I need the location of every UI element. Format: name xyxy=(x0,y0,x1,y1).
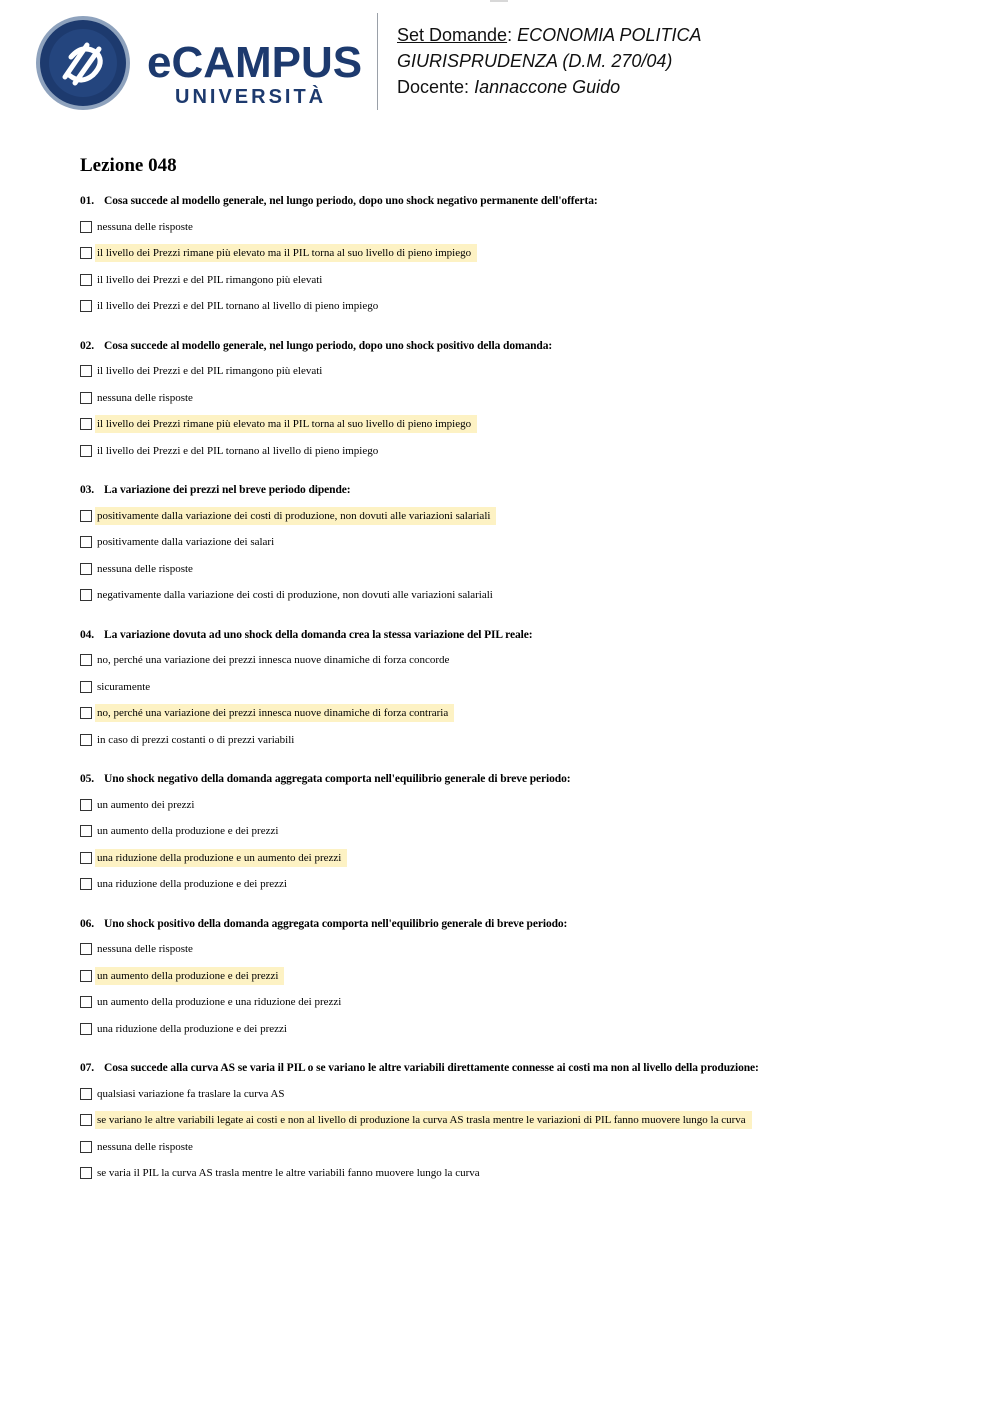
question-text xyxy=(80,477,960,503)
checkbox-icon[interactable] xyxy=(80,247,92,259)
question-3 xyxy=(80,477,960,608)
answer-option[interactable] xyxy=(80,1016,960,1041)
question-number: 02. xyxy=(80,339,95,352)
question-list xyxy=(80,188,960,1186)
answer-option[interactable] xyxy=(80,214,960,239)
answer-label: un aumento dei prezzi xyxy=(97,798,195,811)
answer-options xyxy=(80,648,960,753)
answer-option[interactable] xyxy=(80,556,960,581)
checkbox-icon[interactable] xyxy=(80,563,92,575)
answer-options xyxy=(80,792,960,897)
checkbox-icon[interactable] xyxy=(80,1088,92,1100)
answer-options xyxy=(80,214,960,319)
set-value: ECONOMIA POLITICA xyxy=(517,25,702,45)
answer-option[interactable] xyxy=(80,267,960,292)
checkbox-icon[interactable] xyxy=(80,1023,92,1035)
checkbox-icon[interactable] xyxy=(80,996,92,1008)
answer-label: negativamente dalla variazione dei costi di produzione, non dovuti alle variazioni salariali xyxy=(97,589,493,601)
checkbox-icon[interactable] xyxy=(80,418,92,430)
quiz-content xyxy=(80,152,960,1200)
answer-option[interactable] xyxy=(80,990,960,1015)
question-number: 06. xyxy=(80,917,95,930)
checkbox-icon[interactable] xyxy=(80,707,92,719)
answer-option[interactable] xyxy=(80,1134,960,1159)
lesson-title: Lezione 048 xyxy=(80,155,177,176)
question-number: 07. xyxy=(80,1062,95,1074)
checkbox-icon[interactable] xyxy=(80,825,92,837)
answer-label: un aumento della produzione e dei prezzi xyxy=(97,825,279,837)
checkbox-icon[interactable] xyxy=(80,221,92,233)
checkbox-icon[interactable] xyxy=(80,365,92,377)
header-divider xyxy=(377,13,378,110)
question-label: Uno shock positivo della domanda aggregata comporta nell'equilibrio generale di breve periodo: xyxy=(104,917,568,930)
answer-option[interactable] xyxy=(80,674,960,699)
set-line: Set Domande: ECONOMIA POLITICA xyxy=(397,25,702,45)
checkbox-icon[interactable] xyxy=(80,589,92,601)
checkbox-icon[interactable] xyxy=(80,970,92,982)
checkbox-icon[interactable] xyxy=(80,852,92,864)
teacher-label: Docente: xyxy=(397,77,470,97)
logo-subtitle: UNIVERSITÀ xyxy=(175,86,327,108)
checkbox-icon[interactable] xyxy=(80,943,92,955)
question-text xyxy=(80,333,960,359)
answer-option[interactable] xyxy=(80,1161,960,1186)
answer-option[interactable] xyxy=(80,963,960,988)
answer-label: qualsiasi variazione fa traslare la curva AS xyxy=(97,1087,285,1100)
question-1 xyxy=(80,188,960,319)
question-number: 01. xyxy=(80,195,95,207)
ecampus-logo xyxy=(35,15,365,115)
answer-label: nessuna delle risposte xyxy=(97,220,193,233)
correct-answer-label: positivamente dalla variazione dei costi di produzione, non dovuti alle variazioni salariali xyxy=(95,507,496,525)
answer-options xyxy=(80,1081,960,1186)
answer-options xyxy=(80,359,960,464)
answer-label: nessuna delle risposte xyxy=(97,562,193,575)
question-number: 04. xyxy=(80,628,95,641)
answer-option[interactable] xyxy=(80,701,960,726)
checkbox-icon[interactable] xyxy=(80,681,92,693)
question-text xyxy=(80,1055,960,1081)
answer-option[interactable] xyxy=(80,438,960,463)
checkbox-icon[interactable] xyxy=(80,274,92,286)
question-text xyxy=(80,622,960,648)
checkbox-icon[interactable] xyxy=(80,1114,92,1126)
answer-option[interactable] xyxy=(80,872,960,897)
teacher-line xyxy=(397,74,701,100)
answer-option[interactable] xyxy=(80,412,960,437)
answer-option[interactable] xyxy=(80,359,960,384)
question-number: 03. xyxy=(80,484,95,496)
answer-option[interactable] xyxy=(80,819,960,844)
question-label: Cosa succede al modello generale, nel lungo periodo, dopo uno shock positivo della domanda: xyxy=(104,339,553,352)
question-7 xyxy=(80,1055,960,1186)
answer-label: una riduzione della produzione e dei prezzi xyxy=(97,878,287,890)
checkbox-icon[interactable] xyxy=(80,300,92,312)
checkbox-icon[interactable] xyxy=(80,510,92,522)
question-number: 05. xyxy=(80,773,95,785)
answer-label: nessuna delle risposte xyxy=(97,943,193,955)
question-text xyxy=(80,766,960,792)
answer-option[interactable] xyxy=(80,385,960,410)
checkbox-icon[interactable] xyxy=(80,878,92,890)
answer-option[interactable] xyxy=(80,294,960,319)
answer-label: il livello dei Prezzi e del PIL rimangono più elevati xyxy=(97,365,323,377)
correct-answer-label: una riduzione della produzione e un aumento dei prezzi xyxy=(95,849,347,867)
answer-option[interactable] xyxy=(80,530,960,555)
answer-option[interactable] xyxy=(80,241,960,266)
checkbox-icon[interactable] xyxy=(80,536,92,548)
question-label: La variazione dovuta ad uno shock della domanda crea la stessa variazione del PIL reale: xyxy=(104,628,533,641)
answer-label: una riduzione della produzione e dei prezzi xyxy=(97,1022,287,1035)
answer-label: in caso di prezzi costanti o di prezzi variabili xyxy=(97,733,295,746)
answer-option[interactable] xyxy=(80,845,960,870)
correct-answer-label: un aumento della produzione e dei prezzi xyxy=(95,967,284,985)
checkbox-icon[interactable] xyxy=(80,734,92,746)
answer-label: positivamente dalla variazione dei salari xyxy=(97,536,275,548)
header-info xyxy=(397,22,701,100)
correct-answer-label: il livello dei Prezzi rimane più elevato ma il PIL torna al suo livello di pieno impiego xyxy=(95,415,477,433)
answer-option[interactable] xyxy=(80,648,960,673)
question-label: La variazione dei prezzi nel breve periodo dipende: xyxy=(104,484,351,496)
answer-label: nessuna delle risposte xyxy=(97,1140,193,1153)
checkbox-icon[interactable] xyxy=(80,445,92,457)
course-line: GIURISPRUDENZA (D.M. 270/04) xyxy=(397,51,673,71)
correct-answer-label: il livello dei Prezzi rimane più elevato ma il PIL torna al suo livello di pieno impiego xyxy=(95,244,477,262)
checkbox-icon[interactable] xyxy=(80,392,92,404)
answer-label: no, perché una variazione dei prezzi innesca nuove dinamiche di forza concorde xyxy=(97,654,450,666)
checkbox-icon[interactable] xyxy=(80,1167,92,1179)
correct-answer-label: no, perché una variazione dei prezzi innesca nuove dinamiche di forza contraria xyxy=(95,704,454,722)
answer-label: il livello dei Prezzi e del PIL tornano al livello di pieno impiego xyxy=(97,444,379,457)
answer-options xyxy=(80,503,960,608)
answer-label: il livello dei Prezzi e del PIL rimangono più elevati xyxy=(97,273,323,286)
answer-option[interactable] xyxy=(80,792,960,817)
answer-option[interactable] xyxy=(80,583,960,608)
answer-label: un aumento della produzione e una riduzione dei prezzi xyxy=(97,996,342,1008)
correct-answer-label: se variano le altre variabili legate ai costi e non al livello di produzione la curva AS trasla mentre le variazioni di PIL fanno muovere lungo la curva xyxy=(95,1111,752,1129)
question-label: Cosa succede al modello generale, nel lungo periodo, dopo uno shock negativo permanente dell'offerta: xyxy=(104,195,598,207)
answer-label: se varia il PIL la curva AS trasla mentre le altre variabili fanno muovere lungo la curva xyxy=(97,1167,480,1179)
answer-label: sicuramente xyxy=(97,680,151,693)
page-header xyxy=(0,0,1000,130)
checkbox-icon[interactable] xyxy=(80,1141,92,1153)
question-label: Cosa succede alla curva AS se varia il PIL o se variano le altre variabili direttamente connesse ai costi ma non al livello della produzione: xyxy=(104,1062,759,1074)
answer-option[interactable] xyxy=(80,1108,960,1133)
answer-option[interactable] xyxy=(80,727,960,752)
question-text xyxy=(80,911,960,937)
question-5 xyxy=(80,766,960,897)
answer-label: nessuna delle risposte xyxy=(97,391,193,404)
checkbox-icon[interactable] xyxy=(80,654,92,666)
question-6 xyxy=(80,911,960,1042)
answer-label: il livello dei Prezzi e del PIL tornano al livello di pieno impiego xyxy=(97,300,379,312)
logo-wordmark: eCAMPUS xyxy=(147,38,363,87)
answer-option[interactable] xyxy=(80,503,960,528)
question-text xyxy=(80,188,960,214)
question-2 xyxy=(80,333,960,464)
answer-option[interactable] xyxy=(80,937,960,962)
checkbox-icon[interactable] xyxy=(80,799,92,811)
answer-option[interactable] xyxy=(80,1081,960,1106)
teacher-value: Iannaccone Guido xyxy=(474,77,621,97)
answer-options xyxy=(80,937,960,1042)
question-4 xyxy=(80,622,960,753)
question-label: Uno shock negativo della domanda aggregata comporta nell'equilibrio generale di breve periodo: xyxy=(104,773,571,785)
set-label: Set Domande xyxy=(397,25,508,45)
